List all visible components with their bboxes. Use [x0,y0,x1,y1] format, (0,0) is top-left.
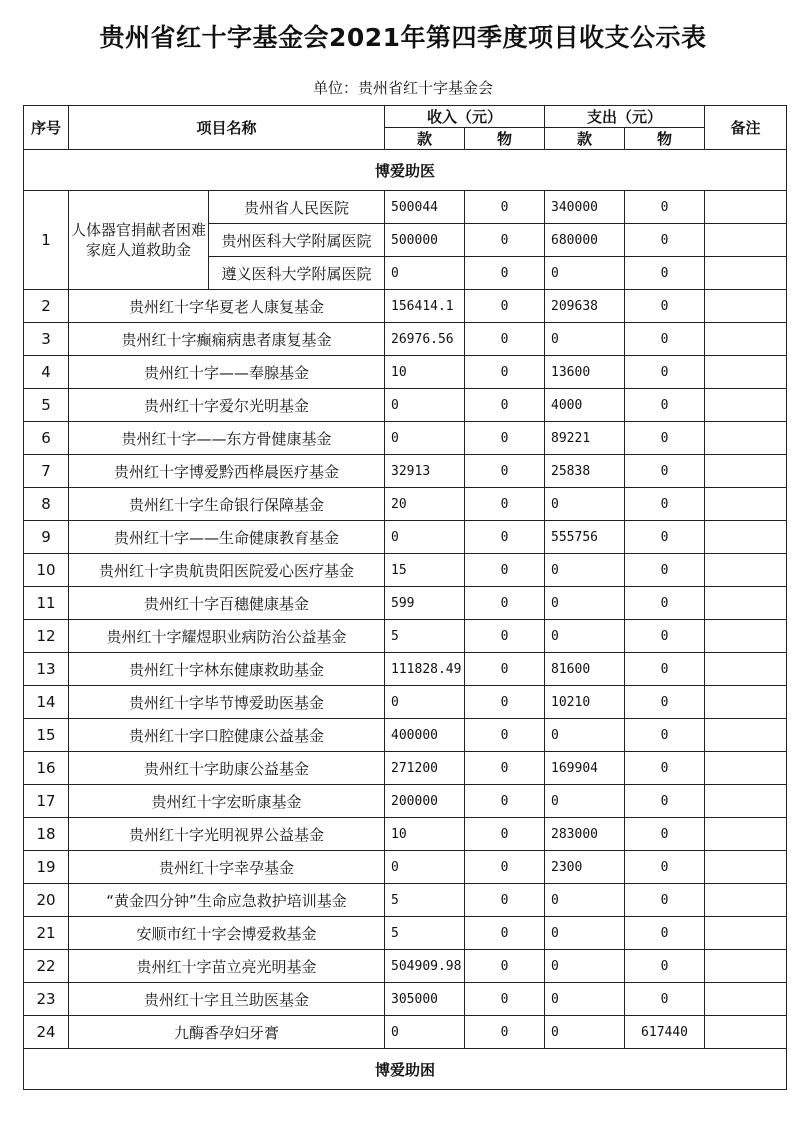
row-expense-money: 555756 [545,521,625,554]
row-seq: 4 [24,356,69,389]
section-title: 博爱助医 [24,150,787,191]
header-expense: 支出（元） [545,106,705,128]
row-remark [705,488,787,521]
row-expense-money: 10210 [545,686,625,719]
table-row [24,587,787,620]
table-row [24,884,787,917]
row-seq: 2 [24,290,69,323]
row-income-money: 599 [385,587,465,620]
row-income-money: 15 [385,554,465,587]
row-expense-money: 0 [545,917,625,950]
row-expense-money: 0 [545,620,625,653]
row-income-goods: 0 [465,1016,545,1049]
row-remark [705,191,787,224]
row-expense-money: 0 [545,1016,625,1049]
row-expense-goods: 0 [625,422,705,455]
section-row [24,150,787,191]
row-subname: 贵州医科大学附属医院 [209,224,385,257]
row-subname: 贵州省人民医院 [209,191,385,224]
table-row [24,653,787,686]
row-income-money: 0 [385,521,465,554]
row-seq: 15 [24,719,69,752]
row-expense-money: 25838 [545,455,625,488]
row-expense-goods: 617440 [625,1016,705,1049]
row-seq: 19 [24,851,69,884]
row-expense-goods: 0 [625,785,705,818]
row-remark [705,356,787,389]
row-income-goods: 0 [465,620,545,653]
row-income-money: 32913 [385,455,465,488]
row-remark [705,950,787,983]
row-income-goods: 0 [465,389,545,422]
row-expense-money: 0 [545,983,625,1016]
row-income-money: 200000 [385,785,465,818]
header-expense-goods: 物 [625,128,705,150]
row-expense-money: 680000 [545,224,625,257]
row-seq: 13 [24,653,69,686]
header-income: 收入（元） [385,106,545,128]
row-income-goods: 0 [465,785,545,818]
row-income-goods: 0 [465,917,545,950]
row-expense-goods: 0 [625,983,705,1016]
row-income-money: 26976.56 [385,323,465,356]
row-seq: 5 [24,389,69,422]
row-remark [705,719,787,752]
row-expense-goods: 0 [625,323,705,356]
row-income-money: 0 [385,389,465,422]
row-name: 贵州红十字爱尔光明基金 [69,389,385,422]
row-remark [705,818,787,851]
row-remark [705,752,787,785]
row-remark [705,884,787,917]
row-seq: 7 [24,455,69,488]
row-expense-money: 0 [545,257,625,290]
row-income-goods: 0 [465,950,545,983]
row-name: 人体器官捐献者困难家庭人道救助金 [69,191,209,290]
row-income-goods: 0 [465,323,545,356]
row-expense-goods: 0 [625,290,705,323]
header-remark: 备注 [705,106,787,150]
row-income-money: 500044 [385,191,465,224]
row-remark [705,785,787,818]
row-remark [705,983,787,1016]
row-expense-money: 0 [545,785,625,818]
table-row [24,554,787,587]
row-name: 贵州红十字——东方骨健康基金 [69,422,385,455]
row-remark [705,257,787,290]
row-expense-goods: 0 [625,950,705,983]
row-expense-goods: 0 [625,818,705,851]
row-expense-money: 0 [545,488,625,521]
row-remark [705,851,787,884]
row-seq: 11 [24,587,69,620]
row-income-money: 111828.49 [385,653,465,686]
row-remark [705,323,787,356]
row-name: 贵州红十字苗立亮光明基金 [69,950,385,983]
row-name: 贵州红十字百穗健康基金 [69,587,385,620]
table-row [24,983,787,1016]
row-income-goods: 0 [465,884,545,917]
row-name: 贵州红十字且兰助医基金 [69,983,385,1016]
row-name: 贵州红十字耀煜职业病防治公益基金 [69,620,385,653]
row-expense-goods: 0 [625,389,705,422]
row-seq: 18 [24,818,69,851]
row-name: 贵州红十字华夏老人康复基金 [69,290,385,323]
unit-label: 单位：贵州省红十字基金会 [312,79,493,97]
document-title: 贵州省红十字基金会2021年第四季度项目收支公示表 [99,23,707,52]
row-name: 贵州红十字宏昕康基金 [69,785,385,818]
row-seq: 9 [24,521,69,554]
row-seq: 1 [24,191,69,290]
row-expense-goods: 0 [625,620,705,653]
row-seq: 14 [24,686,69,719]
row-name: 贵州红十字贵航贵阳医院爱心医疗基金 [69,554,385,587]
row-expense-goods: 0 [625,851,705,884]
row-seq: 23 [24,983,69,1016]
row-income-money: 10 [385,818,465,851]
row-income-goods: 0 [465,290,545,323]
row-expense-money: 0 [545,884,625,917]
row-seq: 3 [24,323,69,356]
row-expense-goods: 0 [625,191,705,224]
row-income-money: 400000 [385,719,465,752]
table-row [24,917,787,950]
row-remark [705,521,787,554]
table-row [24,356,787,389]
row-seq: 24 [24,1016,69,1049]
row-expense-money: 2300 [545,851,625,884]
row-expense-goods: 0 [625,521,705,554]
row-expense-money: 81600 [545,653,625,686]
table-row [24,389,787,422]
row-income-money: 5 [385,917,465,950]
row-expense-money: 0 [545,950,625,983]
row-name: 贵州红十字助康公益基金 [69,752,385,785]
row-income-goods: 0 [465,257,545,290]
row-remark [705,389,787,422]
row-name: 贵州红十字博爱黔西桦晨医疗基金 [69,455,385,488]
row-name: 贵州红十字幸孕基金 [69,851,385,884]
row-income-goods: 0 [465,224,545,257]
header-income-goods: 物 [465,128,545,150]
table-body [24,106,787,1090]
row-income-goods: 0 [465,488,545,521]
row-expense-goods: 0 [625,719,705,752]
table-row [24,950,787,983]
row-expense-goods: 0 [625,488,705,521]
row-remark [705,290,787,323]
row-subname: 遵义医科大学附属医院 [209,257,385,290]
table-row [24,323,787,356]
row-income-goods: 0 [465,818,545,851]
row-income-goods: 0 [465,422,545,455]
row-remark [705,224,787,257]
table-row [24,686,787,719]
row-income-money: 0 [385,422,465,455]
row-remark [705,455,787,488]
row-expense-money: 0 [545,719,625,752]
row-income-goods: 0 [465,521,545,554]
row-expense-goods: 0 [625,884,705,917]
row-income-money: 305000 [385,983,465,1016]
row-seq: 21 [24,917,69,950]
row-remark [705,686,787,719]
row-expense-money: 0 [545,587,625,620]
table-row [24,521,787,554]
row-expense-goods: 0 [625,224,705,257]
row-seq: 16 [24,752,69,785]
row-income-goods: 0 [465,455,545,488]
table-row [24,818,787,851]
row-expense-money: 209638 [545,290,625,323]
row-income-goods: 0 [465,587,545,620]
row-expense-goods: 0 [625,554,705,587]
table-row [24,455,787,488]
row-name: 贵州红十字口腔健康公益基金 [69,719,385,752]
table-row [24,752,787,785]
row-expense-money: 283000 [545,818,625,851]
section-title: 博爱助困 [24,1049,787,1090]
row-seq: 22 [24,950,69,983]
row-income-goods: 0 [465,653,545,686]
header-income-money: 款 [385,128,465,150]
row-income-goods: 0 [465,356,545,389]
row-expense-goods: 0 [625,917,705,950]
row-name: 贵州红十字——奉腺基金 [69,356,385,389]
income-expense-table [23,105,787,1090]
row-income-goods: 0 [465,752,545,785]
row-income-money: 271200 [385,752,465,785]
row-income-money: 156414.1 [385,290,465,323]
row-expense-goods: 0 [625,752,705,785]
row-name: 安顺市红十字会博爱救基金 [69,917,385,950]
row-seq: 20 [24,884,69,917]
row-income-goods: 0 [465,554,545,587]
header-seq: 序号 [24,106,69,150]
row-expense-goods: 0 [625,587,705,620]
row-expense-goods: 0 [625,455,705,488]
row-income-money: 5 [385,620,465,653]
row-name: 贵州红十字癫痫病患者康复基金 [69,323,385,356]
row-income-money: 0 [385,257,465,290]
row-name: 贵州红十字光明视界公益基金 [69,818,385,851]
row-income-goods: 0 [465,686,545,719]
row-expense-money: 89221 [545,422,625,455]
row-seq: 10 [24,554,69,587]
row-income-money: 20 [385,488,465,521]
row-remark [705,1016,787,1049]
table-row [24,785,787,818]
row-name: “黄金四分钟”生命应急救护培训基金 [69,884,385,917]
header-expense-money: 款 [545,128,625,150]
row-remark [705,587,787,620]
row-remark [705,653,787,686]
row-income-money: 10 [385,356,465,389]
table-row [24,1016,787,1049]
row-name: 贵州红十字林东健康救助基金 [69,653,385,686]
header-name: 项目名称 [69,106,385,150]
table-row [24,620,787,653]
row-seq: 17 [24,785,69,818]
row-income-goods: 0 [465,191,545,224]
row-expense-goods: 0 [625,686,705,719]
row-expense-money: 340000 [545,191,625,224]
row-name: 九酶香孕妇牙膏 [69,1016,385,1049]
row-income-money: 0 [385,1016,465,1049]
header-row [24,106,787,128]
row-seq: 6 [24,422,69,455]
row-expense-goods: 0 [625,356,705,389]
row-income-money: 500000 [385,224,465,257]
row-expense-money: 0 [545,554,625,587]
row-name: 贵州红十字生命银行保障基金 [69,488,385,521]
table-row [24,488,787,521]
row-name: 贵州红十字毕节博爱助医基金 [69,686,385,719]
row-remark [705,422,787,455]
row-income-money: 5 [385,884,465,917]
table-row [24,422,787,455]
row-expense-money: 0 [545,323,625,356]
row-income-money: 504909.98 [385,950,465,983]
row-expense-goods: 0 [625,257,705,290]
row-income-money: 0 [385,851,465,884]
row-seq: 12 [24,620,69,653]
row-income-goods: 0 [465,851,545,884]
row-expense-money: 4000 [545,389,625,422]
row-expense-money: 13600 [545,356,625,389]
row-name: 贵州红十字——生命健康教育基金 [69,521,385,554]
row-income-goods: 0 [465,719,545,752]
row-remark [705,917,787,950]
row-income-money: 0 [385,686,465,719]
table-row [24,290,787,323]
row-seq: 8 [24,488,69,521]
section-row [24,1049,787,1090]
row-expense-goods: 0 [625,653,705,686]
table-row [24,191,787,224]
row-income-goods: 0 [465,983,545,1016]
row-remark [705,620,787,653]
table-row [24,719,787,752]
row-remark [705,554,787,587]
table-row [24,851,787,884]
row-expense-money: 169904 [545,752,625,785]
